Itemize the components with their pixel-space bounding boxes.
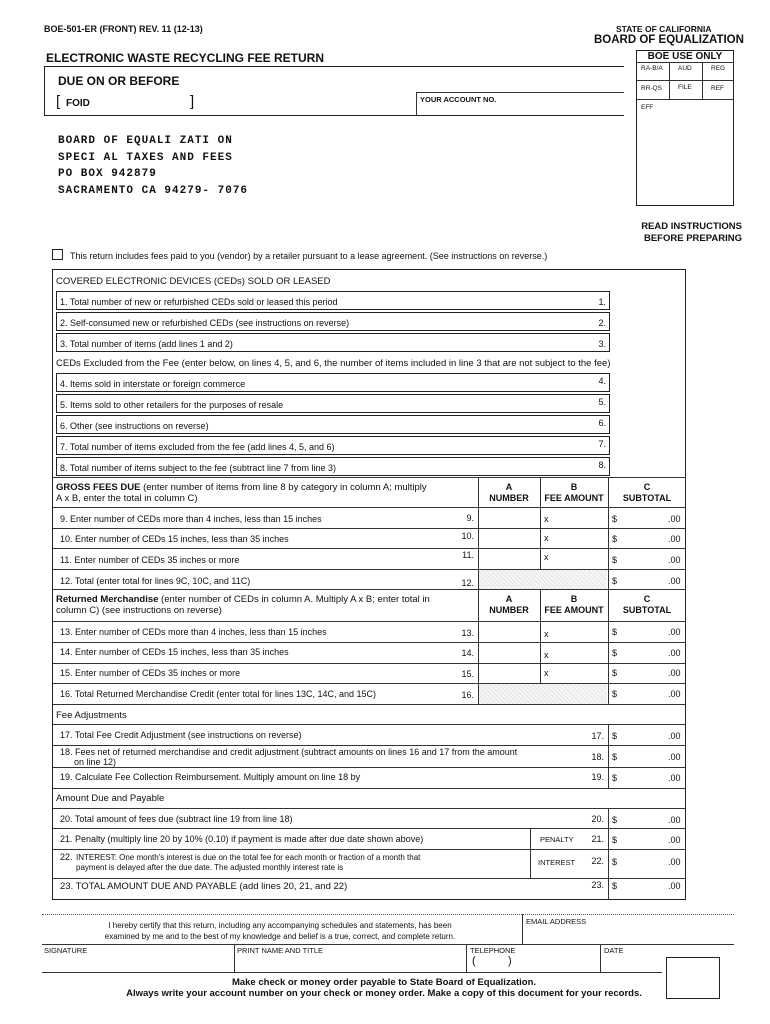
line-22-dollar: $ <box>612 857 618 867</box>
line-9-label: 9. Enter number of CEDs more than 4 inches, less than 15 inches <box>60 514 322 524</box>
section-gross <box>56 482 427 504</box>
boe-line <box>702 62 703 99</box>
col-b: B <box>570 594 578 604</box>
line-14-label: 14. Enter number of CEDs 15 inches, less than 35 inches <box>60 647 289 657</box>
line-17-label: 17. Total Fee Credit Adjustment (see instructions on reverse) <box>60 730 302 740</box>
line-9-dollar: $ <box>612 514 618 524</box>
line-15-label: 15. Enter number of CEDs 35 inches or more <box>60 668 241 678</box>
line-21-num: 21. <box>591 834 604 844</box>
divider <box>52 621 686 622</box>
footer-divider <box>466 944 467 972</box>
line-20-dollar: $ <box>612 815 618 825</box>
address-line: PO BOX 942879 <box>58 168 157 180</box>
divider <box>52 704 686 705</box>
line-22-text: INTEREST: One month's interest is due on the total fee for each month or fraction of a month that <box>76 853 421 862</box>
footer-top-line <box>42 914 734 915</box>
line-10-x: x <box>544 533 549 543</box>
line-1-label: 1. Total number of new or refurbished CEDs sold or leased this period <box>60 297 338 307</box>
line-18-label <box>60 747 517 767</box>
line-3-label: 3. Total number of items (add lines 1 and 2) <box>60 339 233 349</box>
line-4-num: 4. <box>598 376 606 386</box>
line-8-label: 8. Total number of items subject to the fee (subtract line 7 from line 3) <box>60 463 336 473</box>
divider <box>52 745 686 746</box>
line-7-num: 7. <box>598 439 606 449</box>
line-12-num: 12. <box>461 578 474 588</box>
line-18-dollar: $ <box>612 752 618 762</box>
line-23-cents[interactable]: .00 <box>668 881 681 891</box>
col-a-header <box>478 482 540 504</box>
col-c-header-2 <box>608 594 686 616</box>
col-b-sub: FEE AMOUNT <box>544 605 604 615</box>
footer-divider <box>234 944 235 972</box>
signature-line <box>42 944 734 945</box>
line-2-label: 2. Self-consumed new or refurbished CEDs (see instructions on reverse) <box>60 318 350 328</box>
shaded-cell <box>479 570 607 589</box>
col-a: A <box>505 482 513 492</box>
line-13-num: 13. <box>461 628 474 638</box>
line-21-dollar: $ <box>612 835 618 845</box>
line-11-cents[interactable]: .00 <box>668 555 681 565</box>
interest-label: INTEREST <box>538 858 576 867</box>
line-14-dollar: $ <box>612 648 618 658</box>
col-line <box>608 477 609 589</box>
line-6-num: 6. <box>598 418 606 428</box>
line-19-num: 19. <box>591 772 604 782</box>
footer-divider <box>522 914 523 944</box>
line-20-label: 20. Total amount of fees due (subtract line 19 from line 18) <box>60 814 293 824</box>
divider <box>52 828 686 829</box>
line-8-num: 8. <box>598 460 606 470</box>
boe-line <box>669 62 670 99</box>
col-c: C <box>643 594 651 604</box>
footer-divider <box>600 944 601 972</box>
line-19-cents[interactable]: .00 <box>668 773 681 783</box>
line-17-cents[interactable]: .00 <box>668 731 681 741</box>
due-date-label: DUE ON OR BEFORE <box>58 74 180 88</box>
col-b-header-2 <box>540 594 608 616</box>
line-18-cents[interactable]: .00 <box>668 752 681 762</box>
shaded-cell <box>479 684 607 704</box>
line-11-num: 11. <box>462 550 474 560</box>
col-a: A <box>505 594 513 604</box>
line-23-dollar: $ <box>612 881 618 891</box>
divider <box>52 642 686 643</box>
read-instructions-line: BEFORE PREPARING <box>643 233 742 244</box>
col-c: C <box>643 482 651 492</box>
line-15-x: x <box>544 668 549 678</box>
line-22-num: 22. <box>591 856 604 866</box>
address-line: BOARD OF EQUALI ZATI ON <box>58 135 233 147</box>
mailing-address <box>58 133 248 199</box>
line-17-dollar: $ <box>612 731 618 741</box>
account-number-field[interactable]: YOUR ACCOUNT NO. <box>420 95 497 104</box>
boe-line <box>636 80 734 81</box>
foid-open-bracket: [ <box>56 93 61 110</box>
line-11-x: x <box>544 552 549 562</box>
line-3-num: 3. <box>598 339 606 349</box>
line-11-dollar: $ <box>612 555 618 565</box>
boe-line <box>636 99 734 100</box>
print-name-field[interactable]: PRINT NAME AND TITLE <box>237 946 323 955</box>
line-14-num: 14. <box>461 648 474 658</box>
line-5-num: 5. <box>598 397 606 407</box>
certify-line: I hereby certify that this return, including any accompanying schedules and statements, has been <box>108 921 452 930</box>
line-15-dollar: $ <box>612 668 618 678</box>
line-21-cents[interactable]: .00 <box>668 835 681 845</box>
line-4-label: 4. Items sold in interstate or foreign commerce <box>60 379 246 389</box>
divider <box>52 548 686 549</box>
gross-desc-2: A x B, enter the total in column C) <box>56 493 198 504</box>
line-14-cents[interactable]: .00 <box>668 648 681 658</box>
line-20-cents[interactable]: .00 <box>668 815 681 825</box>
boe-aud: AUD <box>678 65 692 72</box>
payment-instructions <box>44 977 724 999</box>
col-c-sub: SUBTOTAL <box>622 605 672 615</box>
section-excluded: CEDs Excluded from the Fee (enter below, on lines 4, 5, and 6, the number of items included in line 3 that are not subject to the fee) <box>56 358 611 369</box>
line-16-label: 16. Total Returned Merchandise Credit (enter total for lines 13C, 14C, and 15C) <box>60 689 377 699</box>
phone-close-paren: ) <box>508 955 512 967</box>
divider <box>52 477 686 478</box>
line-13-x: x <box>544 629 549 639</box>
line-18-text: 18. Fees net of returned merchandise and credit adjustment (subtract amounts on lines 16 and 17 from the amount <box>60 747 518 757</box>
boe-use-box <box>636 50 734 206</box>
read-instructions-line: READ INSTRUCTIONS <box>641 221 742 232</box>
foid-close-bracket: ] <box>190 93 195 110</box>
form-title: ELECTRONIC WASTE RECYCLING FEE RETURN <box>46 51 325 65</box>
line-9-x: x <box>544 514 549 524</box>
divider <box>52 788 686 789</box>
line-5-label: 5. Items sold to other retailers for the purposes of resale <box>60 400 284 410</box>
line-1-num: 1. <box>598 297 606 307</box>
agency-label: BOARD OF EQUALIZATION <box>594 34 744 46</box>
read-instructions <box>600 221 742 245</box>
payable-line: Always write your account number on your check or money order. Make a copy of this document for your records. <box>126 988 642 999</box>
certify-line: examined by me and to the best of my knowledge and belief is a true, correct, and complete return. <box>104 932 456 941</box>
line-13-dollar: $ <box>612 627 618 637</box>
line-12-dollar: $ <box>612 576 618 586</box>
line-11-label: 11. Enter number of CEDs 35 inches or more <box>60 555 240 565</box>
section-covered: COVERED ELECTRONIC DEVICES (CEDs) SOLD OR LEASED <box>56 276 331 287</box>
line-2-num: 2. <box>598 318 606 328</box>
lease-checkbox[interactable] <box>52 249 63 260</box>
account-divider <box>416 92 417 116</box>
line-22-num-label: 22. <box>60 852 73 862</box>
line-14-x: x <box>544 650 549 660</box>
line-15-num: 15. <box>461 669 474 679</box>
line-16-dollar: $ <box>612 689 618 699</box>
divider <box>52 808 686 809</box>
telephone-field[interactable]: TELEPHONE <box>470 946 516 955</box>
divider <box>52 528 686 529</box>
line-23-label: 23. TOTAL AMOUNT DUE AND PAYABLE (add lines 20, 21, and 22) <box>60 881 348 892</box>
signature-field[interactable]: SIGNATURE <box>44 946 88 955</box>
corner-box <box>666 957 720 999</box>
boe-reg: REG <box>711 65 726 72</box>
line-19-dollar: $ <box>612 773 618 783</box>
col-a-sub: NUMBER <box>489 493 529 503</box>
payable-line: Make check or money order payable to State Board of Equalization. <box>231 977 537 988</box>
col-line <box>608 808 609 900</box>
divider <box>52 767 686 768</box>
line-22-label <box>76 853 420 873</box>
line-18-num: 18. <box>591 752 604 762</box>
boe-eff: EFF <box>641 104 654 111</box>
boe-rr-qs: RR-QS <box>641 85 662 92</box>
line-20-num: 20. <box>591 814 604 824</box>
line-12-cents[interactable]: .00 <box>668 576 681 586</box>
divider <box>52 507 686 508</box>
returned-desc-2: column C) (see instructions on reverse) <box>56 605 222 616</box>
col-a-sub: NUMBER <box>489 605 529 615</box>
col-b-header <box>540 482 608 504</box>
line-16-cents[interactable]: .00 <box>668 689 681 699</box>
section-returned <box>56 594 430 616</box>
section-amount-due: Amount Due and Payable <box>56 793 165 804</box>
account-top-line <box>416 92 624 93</box>
line-6-label: 6. Other (see instructions on reverse) <box>60 421 209 431</box>
boe-ra-ba: RA-B/A <box>641 65 663 72</box>
line-22-text-2: payment is delayed after the due date. The adjusted monthly interest rate is <box>76 863 344 872</box>
line-16-num: 16. <box>461 690 474 700</box>
col-b-sub: FEE AMOUNT <box>544 493 604 503</box>
line-13-cents[interactable]: .00 <box>668 627 681 637</box>
address-line: SACRAMENTO CA 94279- 7076 <box>58 184 249 197</box>
line-15-cents[interactable]: .00 <box>668 668 681 678</box>
lease-checkbox-label: This return includes fees paid to you (vendor) by a retailer pursuant to a lease agreement. (See instructions on reverse.) <box>70 251 548 261</box>
state-label: STATE OF CALIFORNIA <box>616 24 712 34</box>
penalty-label: PENALTY <box>540 835 574 844</box>
divider <box>52 663 686 664</box>
line-12-label: 12. Total (enter total for lines 9C, 10C, and 11C) <box>60 576 251 586</box>
line-10-dollar: $ <box>612 534 618 544</box>
line-10-num: 10. <box>461 531 474 541</box>
line-22-cents[interactable]: .00 <box>668 857 681 867</box>
section-fee-adjustments: Fee Adjustments <box>56 710 127 721</box>
col-c-sub: SUBTOTAL <box>622 493 672 503</box>
line-18-text-2: on line 12) <box>74 757 117 767</box>
divider <box>52 878 686 879</box>
col-a-header-2 <box>478 594 540 616</box>
line-13-label: 13. Enter number of CEDs more than 4 inches, less than 15 inches <box>60 627 327 637</box>
boe-use-title: BOE USE ONLY <box>647 51 723 62</box>
gross-title: GROSS FEES DUE <box>56 482 141 493</box>
col-c-header <box>608 482 686 504</box>
line-23-num: 23. <box>591 880 604 890</box>
boe-file: FILE <box>678 84 692 91</box>
line-21-label: 21. Penalty (multiply line 20 by 10% (0.10) if payment is made after due date shown above) <box>60 834 424 844</box>
phone-open-paren: ( <box>472 955 476 967</box>
footer-bottom-line <box>42 972 662 973</box>
certification <box>42 920 518 942</box>
address-line: SPECI AL TAXES AND FEES <box>58 151 233 164</box>
returned-title: Returned Merchandise <box>56 594 159 605</box>
col-b: B <box>570 482 578 492</box>
col-line <box>608 589 609 704</box>
divider <box>52 849 686 850</box>
boe-line <box>636 62 734 63</box>
line-19-label: 19. Calculate Fee Collection Reimbursement. Multiply amount on line 18 by <box>60 772 361 782</box>
line-17-num: 17. <box>591 731 604 741</box>
line-9-cents[interactable]: .00 <box>668 514 681 524</box>
form-id: BOE-501-ER (FRONT) REV. 11 (12-13) <box>44 24 203 34</box>
returned-desc: (enter number of CEDs in column A. Multiply A x B; enter total in <box>158 594 430 605</box>
line-9-num: 9. <box>466 513 474 523</box>
divider <box>52 724 686 725</box>
line-10-label: 10. Enter number of CEDs 15 inches, less than 35 inches <box>60 534 289 544</box>
email-field[interactable]: EMAIL ADDRESS <box>526 917 587 926</box>
boe-ref: REF <box>711 85 724 92</box>
divider <box>52 589 686 590</box>
line-7-label: 7. Total number of items excluded from the fee (add lines 4, 5, and 6) <box>60 442 335 452</box>
foid-label[interactable]: FOID <box>66 98 90 109</box>
line-10-cents[interactable]: .00 <box>668 534 681 544</box>
col-line <box>608 724 609 788</box>
gross-desc: (enter number of items from line 8 by category in column A; multiply <box>140 482 427 493</box>
col-line <box>530 828 531 878</box>
date-field[interactable]: DATE <box>604 946 624 955</box>
